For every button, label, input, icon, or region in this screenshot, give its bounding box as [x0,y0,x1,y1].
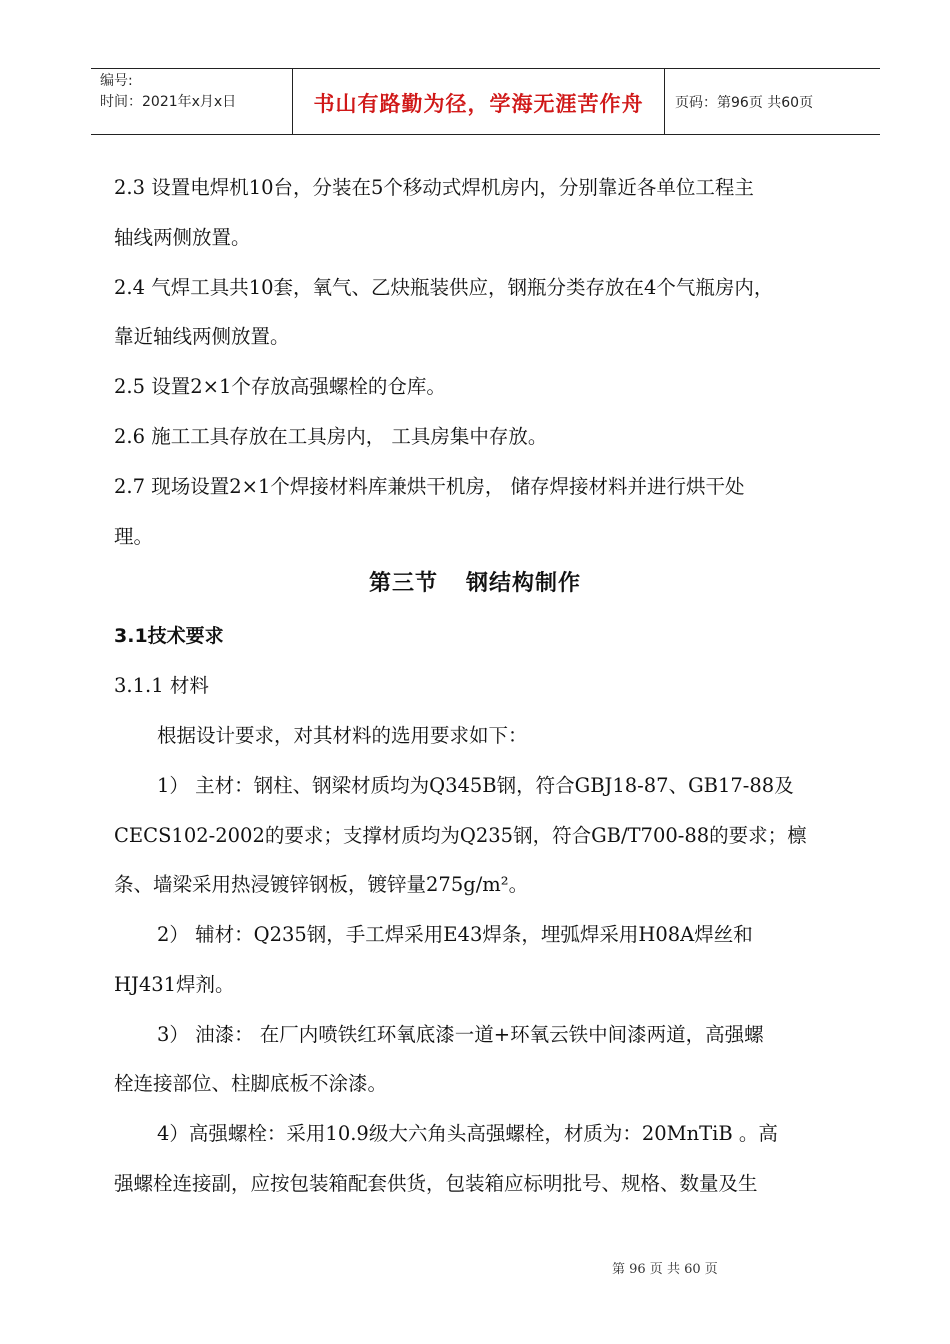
subheading: 3.1技术要求 [114,625,224,647]
sub-subheading: 3.1.1 材料 [114,674,209,697]
section-number: 第三节 [368,571,438,596]
document-code-label: 编号: [100,73,133,89]
header-motto: 书山有路勤为径，学海无涯苦作舟 [293,69,665,134]
body-line: 轴线两侧放置。 [114,226,251,249]
body-line: 理。 [114,525,154,548]
paragraph-line: 2） 辅材：Q235钢，手工焊采用E43焊条，埋弧焊采用H08A焊丝和 [157,923,753,946]
body-line: 2.7 现场设置2×1个焊接材料库兼烘干机房， 储存焊接材料并进行烘干处 [114,475,745,498]
paragraph-line: 根据设计要求，对其材料的选用要求如下： [157,724,528,747]
body-line: 2.3 设置电焊机10台，分装在5个移动式焊机房内，分别靠近各单位工程主 [114,176,754,199]
body-line: 2.6 施工工具存放在工具房内， 工具房集中存放。 [114,425,548,448]
body-line: 靠近轴线两侧放置。 [114,325,290,348]
paragraph-line: 4）高强螺栓：采用10.9级大六角头高强螺栓，材质为：20MnTiB 。高 [157,1122,778,1145]
paragraph-line: 1） 主材：钢柱、钢梁材质均为Q345B钢，符合GBJ18-87、GB17-88及 [157,774,794,797]
paragraph-line: HJ431焊剂。 [114,973,235,996]
paragraph-line: 栓连接部位、柱脚底板不涂漆。 [114,1072,388,1095]
paragraph-line: 条、墙梁采用热浸镀锌钢板，镀锌量275g/m²。 [114,873,529,896]
section-title [0,566,950,597]
page-footer: 第 96 页 共 60 页 [612,1262,718,1277]
paragraph-line: CECS102-2002的要求；支撑材质均为Q235钢，符合GB/T700-88的要求；檩 [114,824,807,847]
section-name: 钢结构制作 [466,571,582,596]
paragraph-line: 3） 油漆： 在厂内喷铁红环氧底漆一道+环氧云铁中间漆两道，高强螺 [157,1023,764,1046]
body-line: 2.4 气焊工具共10套，氧气、乙炔瓶装供应，钢瓶分类存放在4个气瓶房内， [114,276,774,299]
document-time: 时间：2021年x月x日 [100,94,237,110]
header-meta-cell [91,69,293,134]
header-page-info: 页码：第96页 共60页 [675,95,814,111]
paragraph-line: 强螺栓连接副，应按包装箱配套供货，包装箱应标明批号、规格、数量及生 [114,1172,758,1195]
body-line: 2.5 设置2×1个存放高强螺栓的仓库。 [114,375,446,398]
page-header [91,68,880,135]
